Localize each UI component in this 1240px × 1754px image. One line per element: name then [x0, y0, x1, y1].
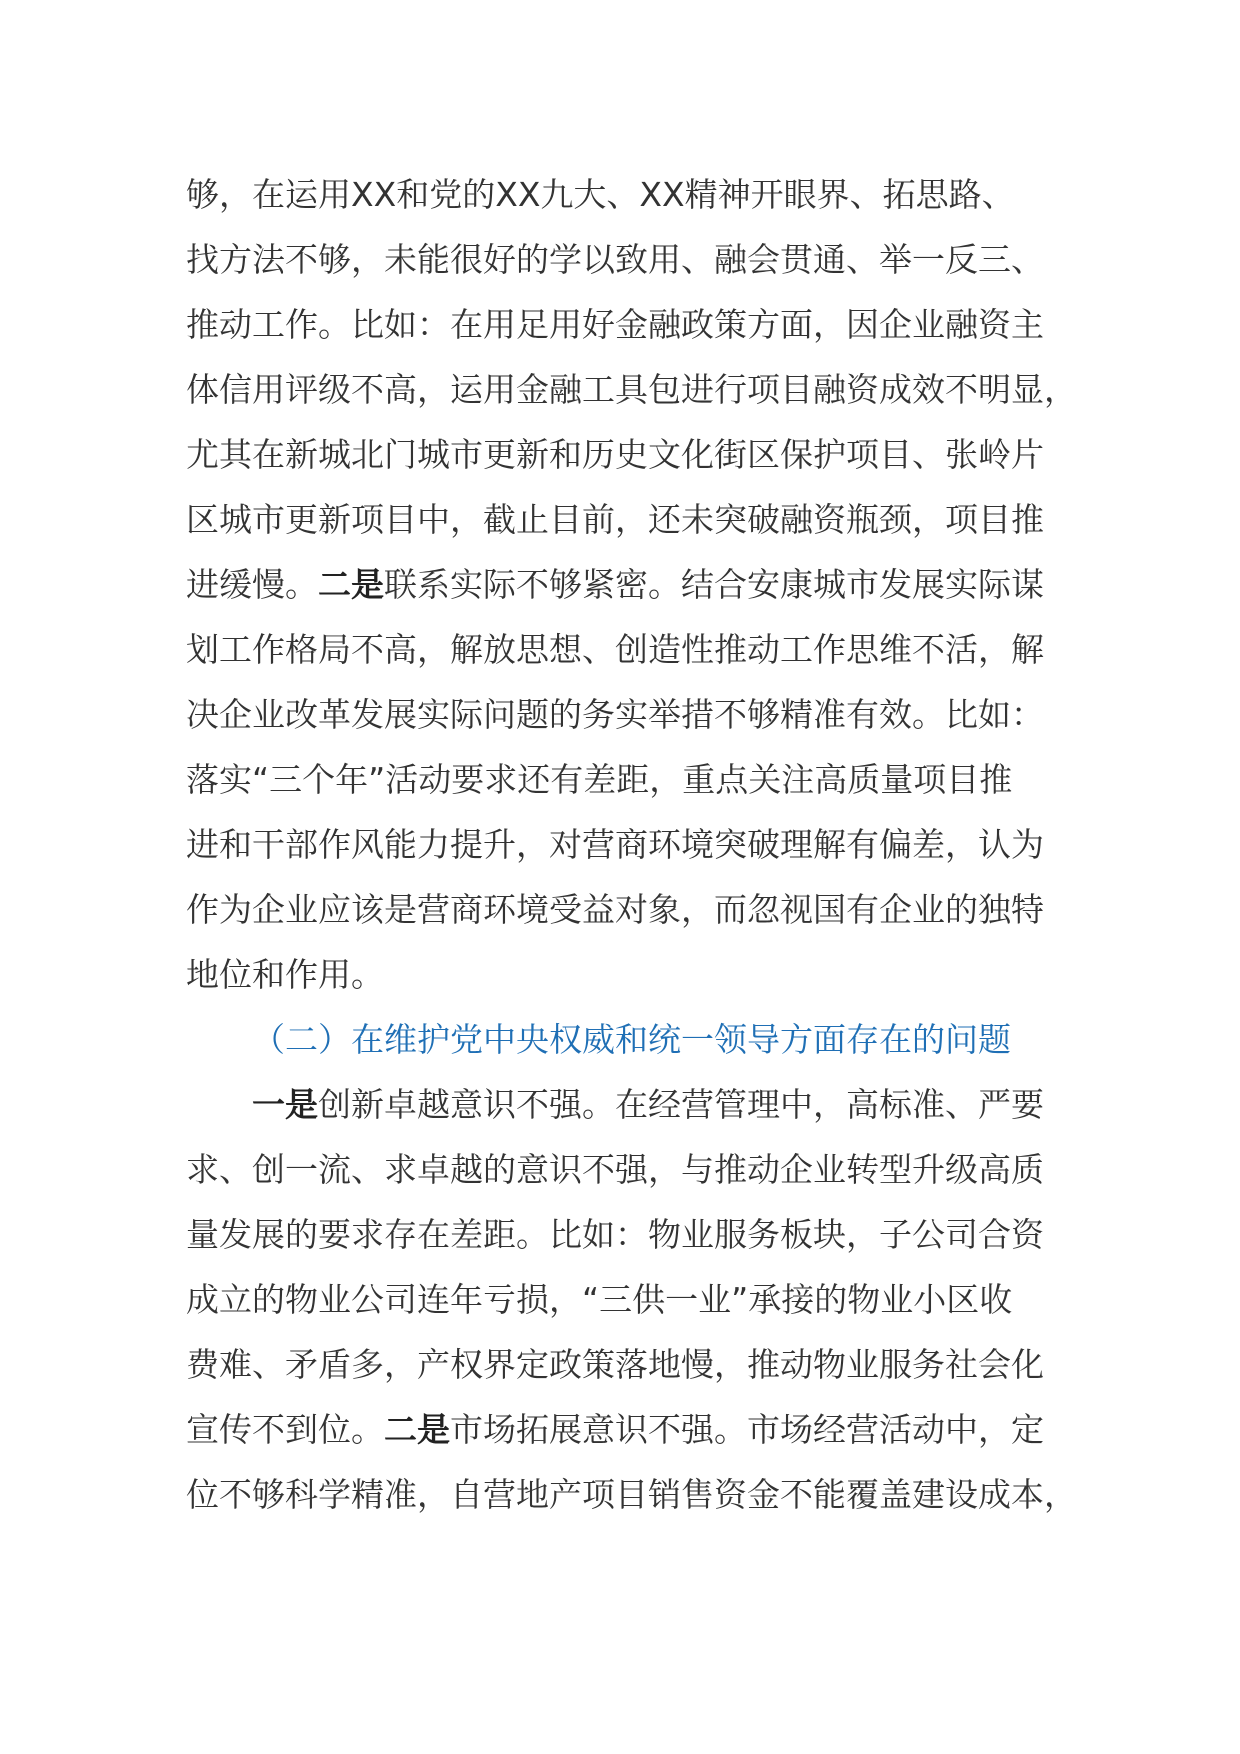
text-run: 联系实际不够紧密。结合安康城市发展实际谋 — [384, 565, 1044, 604]
text-line: 区城市更新项目中，截止目前，还未突破融资瓶颈，项目推 — [186, 500, 1044, 539]
text-run: 宣传不到位。 — [186, 1410, 384, 1449]
text-line: 决企业改革发展实际问题的务实举措不够精准有效。比如： — [186, 695, 1044, 734]
text-line: 地位和作用。 — [186, 955, 384, 994]
text-line — [186, 552, 1066, 617]
text-line: 进和干部作风能力提升，对营商环境突破理解有偏差，认为 — [186, 825, 1044, 864]
text-line: 量发展的要求存在差距。比如：物业服务板块，子公司合资 — [186, 1215, 1044, 1254]
text-line: 成立的物业公司连年亏损，“三供一业”承接的物业小区收 — [186, 1280, 1013, 1319]
text-line: 求、创一流、求卓越的意识不强，与推动企业转型升级高质 — [186, 1150, 1044, 1189]
bold-lead: 二是 — [384, 1410, 450, 1449]
text-line: 体信用评级不高，运用金融工具包进行项目融资成效不明显， — [186, 370, 1077, 409]
bold-lead: 一是 — [252, 1085, 318, 1124]
bold-lead: 二是 — [318, 565, 384, 604]
text-line: 尤其在新城北门城市更新和历史文化街区保护项目、张岭片 — [186, 435, 1044, 474]
text-line — [186, 1072, 1066, 1137]
text-run: 创新卓越意识不强。在经营管理中，高标准、严要 — [318, 1085, 1044, 1124]
text-run: 进缓慢。 — [186, 565, 318, 604]
text-line: 落实“三个年”活动要求还有差距，重点关注高质量项目推 — [186, 760, 1013, 799]
text-line: 够，在运用XX和党的XX九大、XX精神开眼界、拓思路、 — [186, 175, 1015, 214]
text-line: 找方法不够，未能很好的学以致用、融会贯通、举一反三、 — [186, 240, 1044, 279]
text-line: 费难、矛盾多，产权界定政策落地慢，推动物业服务社会化 — [186, 1345, 1044, 1384]
text-line: 划工作格局不高，解放思想、创造性推动工作思维不活，解 — [186, 630, 1044, 669]
text-line: 作为企业应该是营商环境受益对象，而忽视国有企业的独特 — [186, 890, 1044, 929]
text-run: 市场拓展意识不强。市场经营活动中，定 — [450, 1410, 1044, 1449]
text-line — [186, 1397, 1066, 1462]
section-heading: （二）在维护党中央权威和统一领导方面存在的问题 — [252, 1020, 1011, 1059]
body-text — [186, 162, 1077, 1527]
text-line: 推动工作。比如：在用足用好金融政策方面，因企业融资主 — [186, 305, 1044, 344]
text-line: 位不够科学精准，自营地产项目销售资金不能覆盖建设成本， — [186, 1475, 1077, 1514]
